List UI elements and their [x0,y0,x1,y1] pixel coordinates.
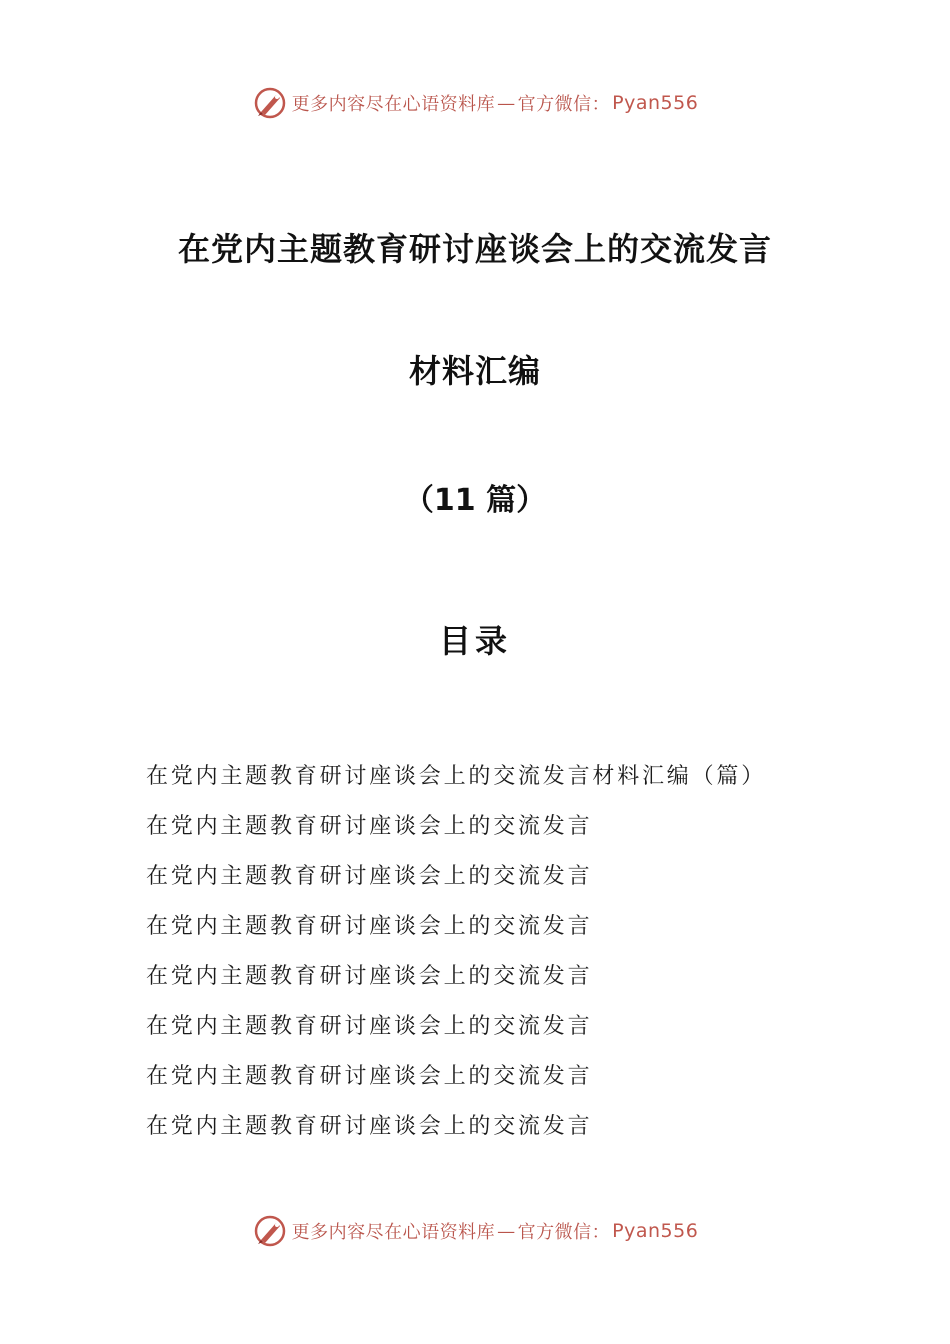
toc-item[interactable]: 在党内主题教育研讨座谈会上的交流发言 [146,964,593,989]
document-title: 在党内主题教育研讨座谈会上的交流发言 [177,230,772,268]
document-subtitle: 材料汇编 [408,352,541,390]
watermark-text: 更多内容尽在心语资料库 [291,1222,496,1243]
toc-item[interactable]: 在党内主题教育研讨座谈会上的交流发言 [146,1114,593,1139]
footer-watermark [0,1211,950,1251]
watermark-official-label: 官方微信： [517,94,611,115]
watermark-dash: — [497,1220,516,1242]
watermark-dash: — [497,92,516,114]
toc-item[interactable]: 在党内主题教育研讨座谈会上的交流发言材料汇编（篇） [146,764,767,789]
watermark-wechat-id: Pyan556 [612,92,699,114]
watermark-wechat-id: Pyan556 [612,1220,699,1242]
pen-nib-logo-icon [252,85,288,121]
pen-nib-logo-icon [252,1213,288,1249]
header-watermark [0,83,950,123]
toc-item[interactable]: 在党内主题教育研讨座谈会上的交流发言 [146,1064,593,1089]
toc-item[interactable]: 在党内主题教育研讨座谈会上的交流发言 [146,814,593,839]
article-count: （11 篇） [403,483,547,518]
toc-item[interactable]: 在党内主题教育研讨座谈会上的交流发言 [146,914,593,939]
toc-item[interactable]: 在党内主题教育研讨座谈会上的交流发言 [146,864,593,889]
toc-list [146,752,766,1152]
toc-heading: 目录 [438,622,511,660]
toc-item[interactable]: 在党内主题教育研讨座谈会上的交流发言 [146,1014,593,1039]
watermark-official-label: 官方微信： [517,1222,611,1243]
watermark-text: 更多内容尽在心语资料库 [291,94,496,115]
